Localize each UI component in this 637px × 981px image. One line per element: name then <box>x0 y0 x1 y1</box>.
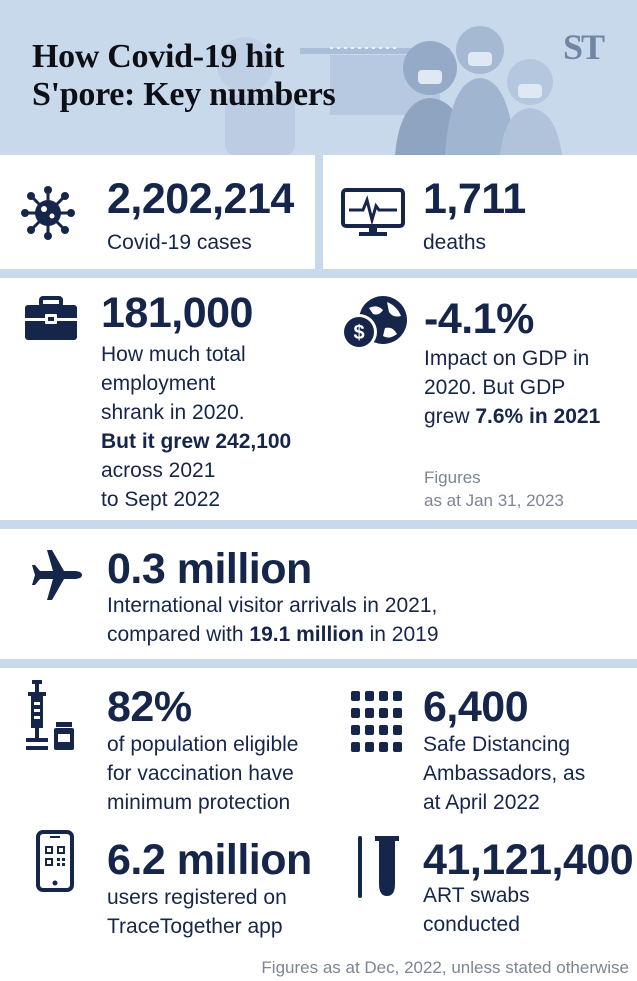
page-title <box>32 38 412 114</box>
tracetogether-value: 6.2 million <box>107 836 312 884</box>
employment-line-5: across 2021 <box>101 459 216 482</box>
virus-icon <box>18 185 78 241</box>
visitors-line-2-suffix: in 2019 <box>363 623 439 646</box>
gdp-line-3 <box>424 402 634 431</box>
art-line-2: conducted <box>423 913 520 936</box>
divider-vertical <box>315 155 323 270</box>
deaths-label: deaths <box>423 231 487 254</box>
vaccination-label <box>107 730 337 817</box>
gdp-note <box>424 466 564 512</box>
deaths-value: 1,711 <box>423 175 526 223</box>
gdp-label <box>424 344 634 431</box>
heart-monitor-icon <box>341 188 405 238</box>
divider-band-2 <box>0 520 637 529</box>
ambassadors-value: 6,400 <box>423 683 529 731</box>
vaccination-value: 82% <box>107 683 192 731</box>
gdp-note-line-1: Figures <box>424 468 481 487</box>
test-tube-icon <box>355 834 401 900</box>
cases-label: Covid-19 cases <box>107 231 252 254</box>
ambassadors-line-3: at April 2022 <box>423 791 540 814</box>
tracetogether-line-1: users registered on <box>107 886 287 909</box>
cases-value: 2,202,214 <box>107 175 294 223</box>
employment-label <box>101 340 321 514</box>
ambassadors-line-2: Ambassadors, as <box>423 762 586 785</box>
gdp-line-2: 2020. But GDP <box>424 376 566 399</box>
people-grid-icon <box>350 690 406 756</box>
footer-note: Figures as at Dec, 2022, unless stated otherwise <box>261 958 629 977</box>
employment-line-2: employment <box>101 372 216 395</box>
divider-band-1 <box>0 269 637 278</box>
gdp-note-line-2: as at Jan 31, 2023 <box>424 491 564 510</box>
employment-bold-line: But it grew 242,100 <box>101 430 292 453</box>
title-line-2: S'pore: Key numbers <box>32 76 336 113</box>
art-line-1: ART swabs <box>423 884 530 907</box>
briefcase-icon <box>23 296 79 342</box>
employment-value: 181,000 <box>101 289 253 337</box>
vaccination-line-1: of population eligible <box>107 733 299 756</box>
visitors-line-2-bold: 19.1 million <box>249 623 364 646</box>
phone-qr-icon <box>36 830 74 892</box>
st-logo: ST <box>563 27 604 67</box>
ambassadors-line-1: Safe Distancing <box>423 733 571 756</box>
header-banner <box>0 0 637 155</box>
art-value: 41,121,400 <box>423 836 634 884</box>
svg-text:$: $ <box>353 322 365 344</box>
employment-line-6: to Sept 2022 <box>101 488 221 511</box>
tracetogether-label <box>107 883 337 941</box>
employment-line-3: shrank in 2020. <box>101 401 245 424</box>
divider-band-3 <box>0 659 637 668</box>
vaccination-line-3: minimum protection <box>107 791 291 814</box>
visitors-value: 0.3 million <box>107 545 312 593</box>
vaccination-line-2: for vaccination have <box>107 762 294 785</box>
ambassadors-label <box>423 730 633 817</box>
vaccine-icon <box>22 678 78 752</box>
gdp-line-1: Impact on GDP in <box>424 347 590 370</box>
title-line-1: How Covid-19 hit <box>32 38 285 75</box>
visitors-line-2-prefix: compared with <box>107 623 250 646</box>
visitors-label <box>107 591 439 649</box>
gdp-grew-bold: 7.6% in 2021 <box>475 405 601 428</box>
art-label <box>423 881 633 939</box>
gdp-grew-prefix: grew <box>424 405 476 428</box>
employment-line-1: How much total <box>101 343 246 366</box>
visitors-line-1: International visitor arrivals in 2021, <box>107 594 438 617</box>
visitors-line-2 <box>107 620 439 649</box>
airplane-icon <box>30 548 84 602</box>
globe-dollar-icon <box>339 294 411 352</box>
tracetogether-line-2: TraceTogether app <box>107 915 283 938</box>
gdp-value: -4.1% <box>424 295 534 343</box>
